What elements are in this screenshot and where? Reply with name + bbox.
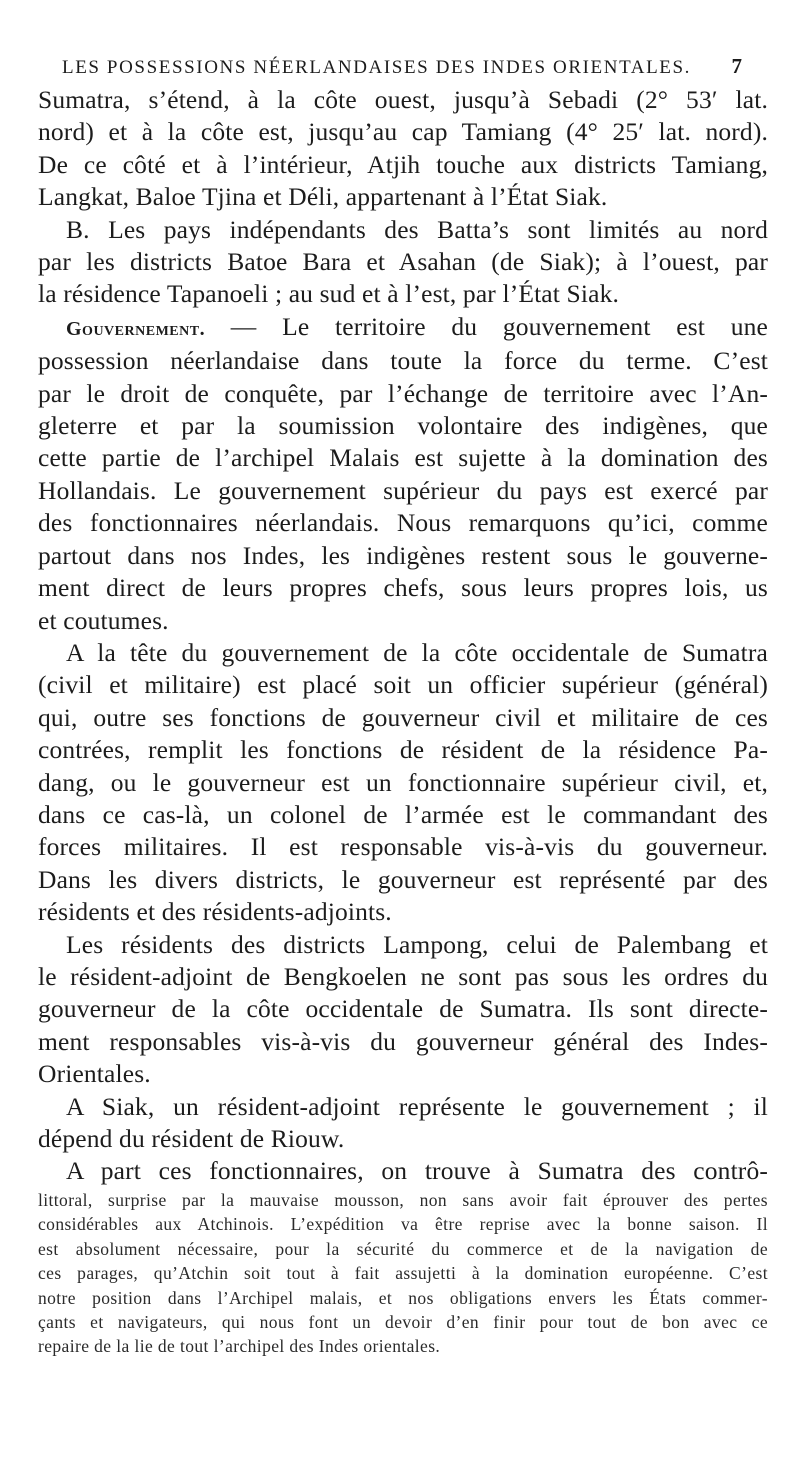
text-line: Langkat, Baloe Tjina et Déli, appartenant à l’État Siak. <box>38 182 608 212</box>
text-line-continuation: — Le territoire du gouvernement est une <box>230 311 768 341</box>
text-line: ment direct de leurs propres chefs, sous leurs propres lois, us <box>38 573 768 603</box>
footnote-line: littoral, surprise par la mauvaise mousson, non sans avoir fait éprouver des pertes <box>38 1190 768 1210</box>
text-line: De ce côté et à l’intérieur, Atjih touche aux districts Tamiang, <box>38 149 768 179</box>
text-line: A la tête du gouvernement de la côte occidentale de Sumatra <box>66 637 768 667</box>
text-line: par le droit de conquête, par l’échange de territoire avec l’An- <box>38 378 768 408</box>
footnote-line: est absolument nécessaire, pour la sécurité du commerce et de la navigation de <box>38 1238 768 1259</box>
section-heading-gouvernement: Gouvernement. <box>66 317 206 340</box>
text-line: gouverneur de la côte occidentale de Sumatra. Ils sont directe- <box>38 994 768 1024</box>
footnote <box>38 1188 768 1359</box>
text-line: résidents et des résidents-adjoints. <box>38 897 392 927</box>
text-line: par les districts Batoe Bara et Asahan (de Siak); à l’ouest, par <box>38 247 768 277</box>
text-line: dans ce cas-là, un colonel de l’armée est le commandant des <box>38 799 768 829</box>
text-line: dépend du résident de Riouw. <box>38 1124 345 1153</box>
text-line: contrées, remplit les fonctions de résident de la résidence Pa- <box>38 735 768 765</box>
footnote-line: considérables aux Atchinois. L’expédition va être reprise avec la bonne saison. Il <box>38 1214 768 1235</box>
main-text <box>38 84 768 1188</box>
text-line: partout dans nos Indes, les indigènes restent sous le gouverne- <box>38 540 768 570</box>
text-line: cette partie de l’archipel Malais est sujette à la domination des <box>38 443 768 473</box>
text-line: B. Les pays indépendants des Batta’s sont limités au nord <box>66 214 768 244</box>
text-line: possession néerlandaise dans toute la force du terme. C’est <box>38 346 768 376</box>
text-line: la résidence Tapanoeli ; au sud et à l’est, par l’État Siak. <box>38 279 619 309</box>
running-header <box>62 54 742 79</box>
text-line: Hollandais. Le gouvernement supérieur du pays est exercé par <box>38 475 768 505</box>
text-line: le résident-adjoint de Bengkoelen ne sont pas sous les ordres du <box>38 961 768 991</box>
text-line: Sumatra, s’étend, à la côte ouest, jusqu’à Sebadi (2° 53′ lat. <box>38 85 768 114</box>
text-line: qui, outre ses fonctions de gouverneur civil et militaire de ces <box>38 702 768 732</box>
footnote-line: notre position dans l’Archipel malais, et nos obligations envers les États commer- <box>38 1287 768 1308</box>
text-line: nord) et à la côte est, jusqu’au cap Tamiang (4° 25′ lat. nord). <box>38 117 768 147</box>
text-line: dang, ou le gouverneur est un fonctionnaire supérieur civil, et, <box>38 767 768 797</box>
text-line: forces militaires. Il est responsable vis-à-vis du gouverneur. <box>38 832 768 862</box>
text-line: A Siak, un résident-adjoint représente le gouvernement ; il <box>66 1091 768 1121</box>
footnote-line: repaire de la lie de tout l’archipel des Indes orientales. <box>38 1336 441 1357</box>
page-number: 7 <box>731 54 742 78</box>
running-title: LES POSSESSIONS NÉERLANDAISES DES INDES ORIENTALES. <box>62 57 692 78</box>
text-line: et coutumes. <box>38 605 169 635</box>
text-line: des fonctionnaires néerlandais. Nous remarquons qu’ici, comme <box>38 508 768 538</box>
text-line: Les résidents des districts Lampong, celui de Palembang et <box>66 929 768 959</box>
text-line: A part ces fonctionnaires, on trouve à Sumatra des contrô- <box>66 1156 768 1186</box>
text-line <box>38 311 768 345</box>
text-line: Dans les divers districts, le gouverneur est représenté par des <box>38 864 768 894</box>
text-line: ment responsables vis-à-vis du gouverneur général des Indes- <box>38 1026 768 1056</box>
text-line: (civil et militaire) est placé soit un officier supérieur (général) <box>38 670 768 700</box>
footnote-line: çants et navigateurs, qui nous font un devoir d’en finir pour tout de bon avec ce <box>38 1312 768 1333</box>
footnote-line: ces parages, qu’Atchin soit tout à fait assujetti à la domination européenne. C’est <box>38 1263 768 1284</box>
text-line: Orientales. <box>38 1059 151 1089</box>
text-line: gleterre et par la soumission volontaire des indigènes, que <box>38 411 768 441</box>
